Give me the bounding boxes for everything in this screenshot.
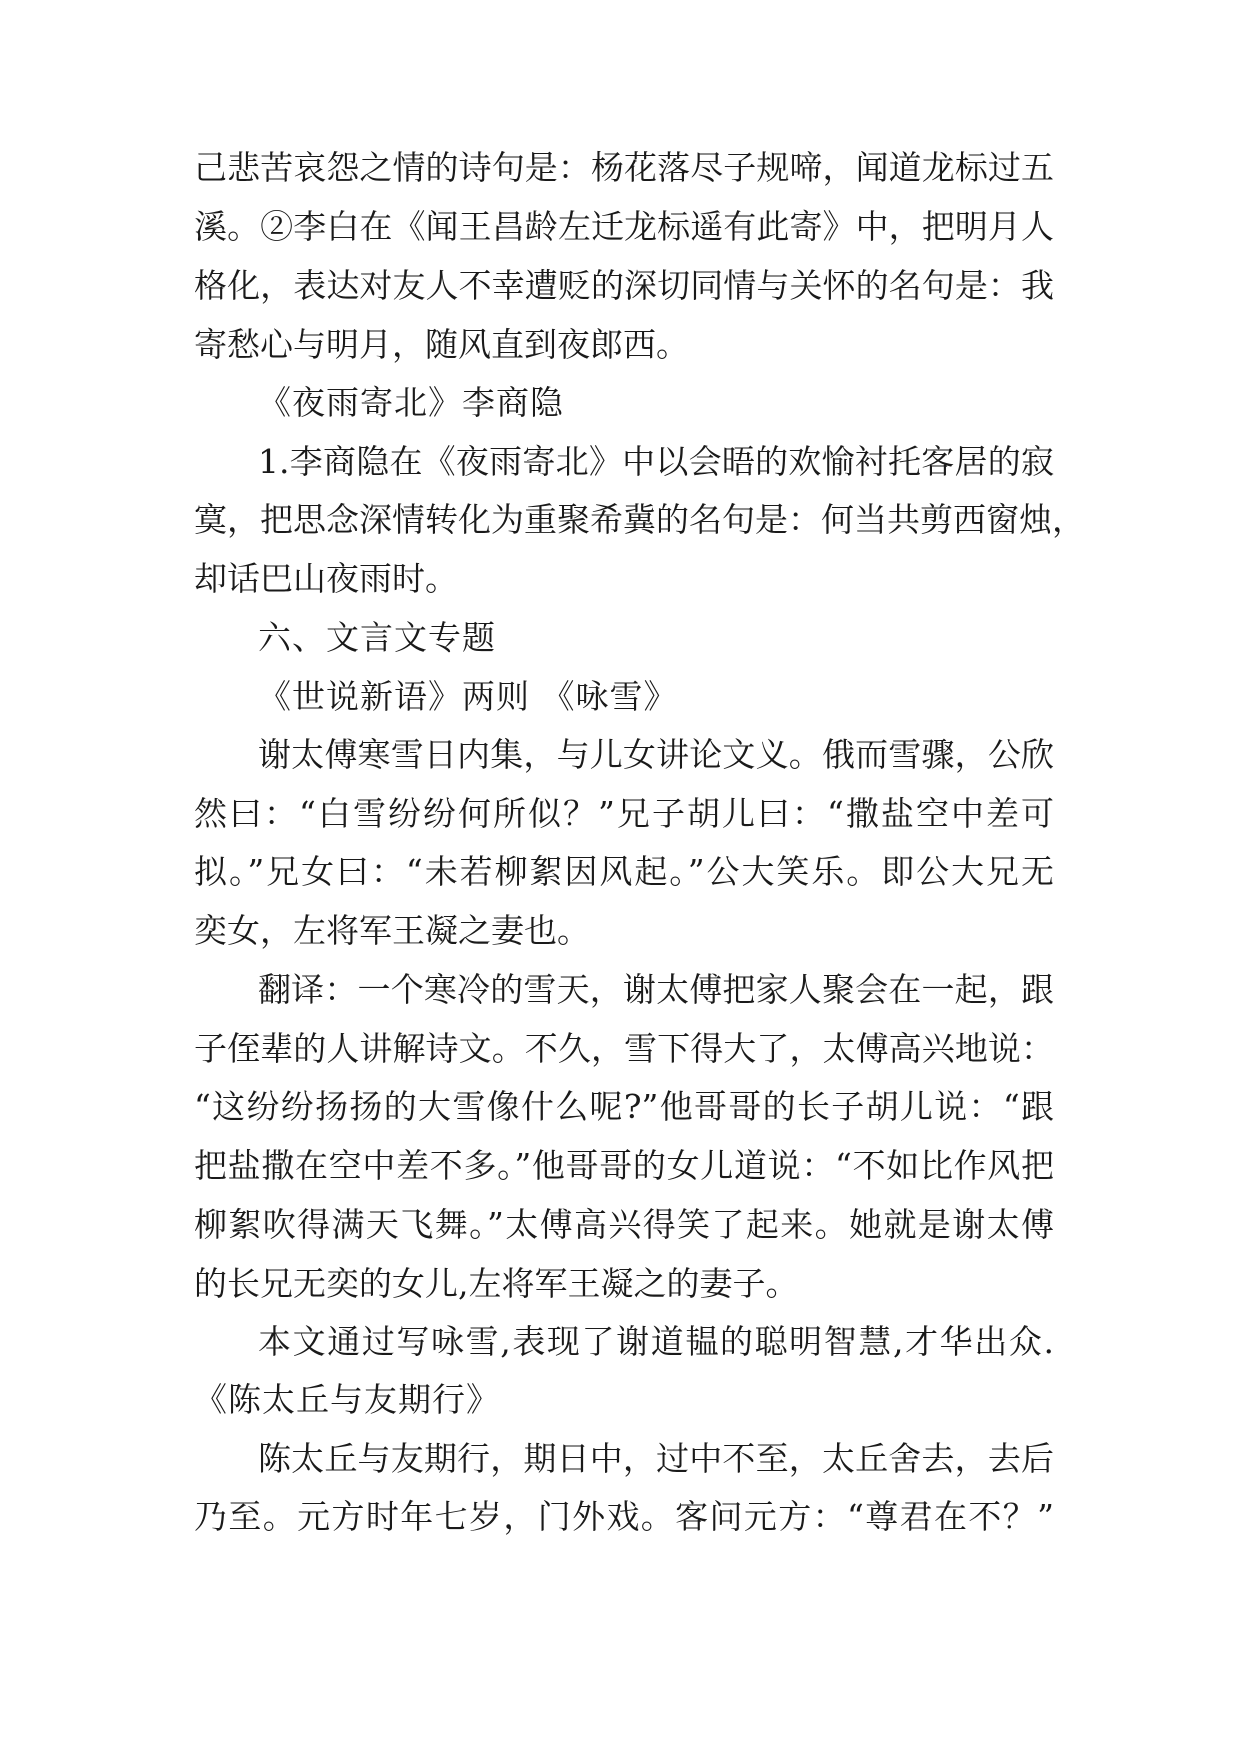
text-title-shi-shuo-xin-yu: 《世说新语》两则 《咏雪》 <box>258 677 678 716</box>
poem-title-ye-yu-ji-bei: 《夜雨寄北》李商隐 <box>258 383 564 422</box>
text-line-16: 子侄辈的人讲解诗文。不久，雪下得大了，太傅高兴地说： <box>194 1029 1054 1068</box>
text-line-20: 的长兄无奕的女儿,左将军王凝之的妻子。 <box>194 1264 799 1303</box>
text-line-7: 寞，把思念深情转化为重聚希冀的名句是：何当共剪西窗烛， <box>194 500 1085 539</box>
text-line-21: 本文通过写咏雪,表现了谢道韫的聪明智慧,才华出众. <box>258 1322 1054 1361</box>
text-line-13: 拟。”兄女曰：“未若柳絮因风起。”公大笑乐。即公大兄无 <box>194 852 1054 891</box>
text-line-11: 谢太傅寒雪日内集，与儿女讲论文义。俄而雪骤，公欣 <box>258 735 1054 774</box>
text-line-14: 奕女，左将军王凝之妻也。 <box>194 911 590 950</box>
text-line-1: 己悲苦哀怨之情的诗句是：杨花落尽子规啼，闻道龙标过五 <box>194 148 1054 187</box>
text-line-2: 溪。②李白在《闻王昌龄左迁龙标遥有此寄》中，把明月人 <box>194 207 1054 246</box>
text-line-6: 1.李商隐在《夜雨寄北》中以会晤的欢愉衬托客居的寂 <box>258 442 1054 481</box>
text-line-19: 柳絮吹得满天飞舞。”太傅高兴得笑了起来。她就是谢太傅 <box>194 1205 1054 1244</box>
text-title-chen-tai-qiu: 《陈太丘与友期行》 <box>194 1380 500 1419</box>
text-line-17: “这纷纷扬扬的大雪像什么呢?”他哥哥的长子胡儿说：“跟 <box>194 1087 1054 1126</box>
text-line-8: 却话巴山夜雨时。 <box>194 559 458 598</box>
text-line-24: 乃至。元方时年七岁，门外戏。客问元方：“尊君在不？” <box>194 1497 1054 1536</box>
text-line-15: 翻译：一个寒冷的雪天，谢太傅把家人聚会在一起，跟 <box>258 970 1054 1009</box>
text-line-3: 格化，表达对友人不幸遭贬的深切同情与关怀的名句是：我 <box>194 266 1054 305</box>
text-line-4: 寄愁心与明月，随风直到夜郎西。 <box>194 325 689 364</box>
text-line-23: 陈太丘与友期行，期日中，过中不至，太丘舍去，去后 <box>258 1439 1054 1478</box>
section-heading-classical-chinese: 六、文言文专题 <box>258 618 496 657</box>
text-line-18: 把盐撒在空中差不多。”他哥哥的女儿道说：“不如比作风把 <box>194 1146 1054 1185</box>
text-line-12: 然曰：“白雪纷纷何所似？”兄子胡儿曰：“撒盐空中差可 <box>194 794 1054 833</box>
